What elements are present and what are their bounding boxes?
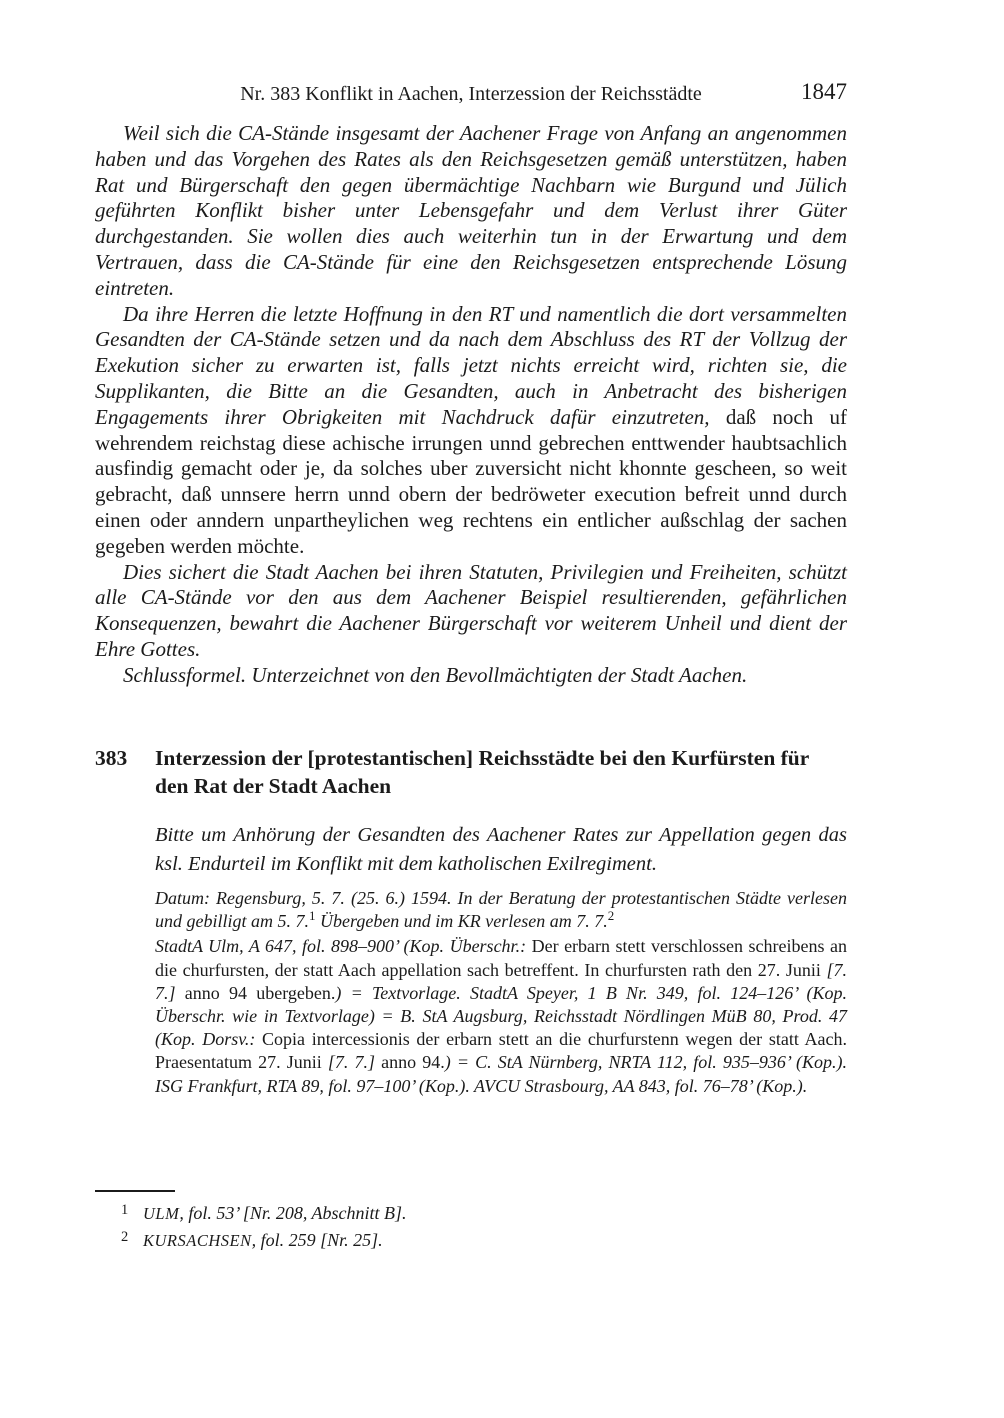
running-header-title: Nr. 383 Konflikt in Aachen, Interzession der Reichsstädte <box>240 83 702 105</box>
footnote-2 <box>95 1228 847 1255</box>
footnote-ref-2: 2 <box>607 908 615 924</box>
footnote-ref-1: 1 <box>309 908 316 924</box>
source-segment-2-quotation: Der erbarn stett verschlossen schreibens an die churfursten, der statt Aach appellation sach betreffent. In churfursten rath den 27. Junii <box>155 936 847 980</box>
summary-paragraph-3: Dies sichert die Stadt Aachen bei ihren Statuten, Privilegien und Freiheiten, schützt alle CA-Stände vor den aus dem Aachener Beispiel resultierenden, gefährlichen Konsequenzen, bewahrt die Aachener Bürgerschaft vor weiterem Unheil und dient der Ehre Gottes. <box>95 559 847 661</box>
entry-source-description <box>155 935 847 1097</box>
source-segment-7: [7. 7.] <box>327 1052 382 1073</box>
summary-paragraph-2-editorial-text: Da ihre Herren die letzte Hoffnung in den RT und namentlich die dort versammelten Gesandten der CA-Stände setzen und da nach dem Abschluss des RT der Vollzug der Exekution sicher zu erwarten ist, falls jetzt nichts erreicht wird, richten sie, die Supplikanten, die Bitte an die Gesandten, auch in Anbetracht des bisherigen Engagements ihrer Obrigkeiten mit Nachdruck dafür einzutreten, <box>95 301 847 429</box>
source-segment-4-quotation: anno 94 ubergeben. <box>184 982 336 1003</box>
footnote-2-siglum: KURSACHSEN <box>143 1231 252 1250</box>
footnote-2-text: , fol. 259 [Nr. 25]. <box>251 1230 383 1250</box>
footnote-1-marker: 1 <box>121 1202 129 1218</box>
footnote-2-marker: 2 <box>121 1229 129 1245</box>
running-header <box>95 79 847 106</box>
summary-paragraph-4: Schlussformel. Unterzeichnet von den Bevollmächtigten der Stadt Aachen. <box>123 662 748 687</box>
source-segment-9: ) = C. StA Nürnberg, NRTA 112, fol. 935–936’ (Kop.). ISG Frankfurt, RTA 89, fol. 97–100’ (Kop.). AVCU Strasbourg, AA 843, fol. 76–78’ (Kop.). <box>155 1052 847 1096</box>
footnote-separator-rule <box>95 1190 175 1192</box>
source-segment-5: ) = Textvorlage. StadtA Speyer, 1 B Nr. 349, fol. 124–126’ (Kop. Überschr. wie in Textvorlage) = B. StA Augsburg, Reichsstadt Nördlingen MüB 80, Prod. 47 (Kop. Dorsv.: <box>155 982 847 1050</box>
page-number: 1847 <box>801 79 847 104</box>
footnotes-section <box>95 1190 847 1255</box>
entry-datum <box>155 887 847 933</box>
entry-title: Interzession der [protestantischen] Reichsstädte bei den Kurfürsten für den Rat der Stadt Aachen <box>155 746 809 798</box>
editorial-summary <box>95 121 847 689</box>
source-segment-3: [7. 7.] <box>155 959 847 1003</box>
source-segment-1: StadtA Ulm, A 647, fol. 898–900’ (Kop. Überschr.: <box>155 936 532 957</box>
summary-paragraph-2-source-quotation: daß noch uf wehrendem reichstag diese achische irrungen unnd gebrechen enttwender haubtsachlich ausfindig gemacht oder je, da solches uber zuversicht nicht khonnte gescheen, so weit gebracht, daß unnsere herrn unnd obern der bedröweter execution befreit unnd durch einen oder anndern unpartheylichen weg rechtens ein entlicher außschlag der sachen gegeben werden möchte. <box>95 404 848 558</box>
entry-383 <box>95 745 847 1098</box>
footnote-1-siglum: ULM <box>143 1204 180 1223</box>
source-segment-6-quotation: Copia intercessionis der erbarn stett an die churfurstenn wegen der statt Aach. Praesentatum 27. Junii <box>155 1029 848 1073</box>
source-segment-8-quotation: anno 94. <box>381 1052 445 1073</box>
datum-text-part-1: Datum: Regensburg, 5. 7. (25. 6.) 1594. In der Beratung der protestantischen Städte verlesen und gebilligt am 5. 7. <box>155 888 847 932</box>
summary-paragraph-1: Weil sich die CA-Stände insgesamt der Aachener Frage von Anfang an angenommen haben und das Vorgehen des Rates als den Reichsgesetzen gemäß unterstützen, haben Rat und Bürgerschaft den gegen übermächtige Nachbarn wie Burgund und Jülich geführten Konflikt bisher unter Lebensgefahr und dem Verlust ihrer Güter durchgestanden. Sie wollen dies auch weiterhin tun in der Erwartung und dem Vertrauen, dass die CA-Stände für eine den Reichsgesetzen entsprechende Lösung eintreten. <box>95 121 847 300</box>
footnote-1 <box>95 1201 847 1228</box>
summary-paragraph-2 <box>95 302 847 560</box>
entry-heading <box>95 745 847 800</box>
entry-number: 383 <box>95 746 128 770</box>
entry-subtitle: Bitte um Anhörung der Gesandten des Aachener Rates zur Appellation gegen das ksl. Endurteil im Konflikt mit dem katholischen Exilregiment. <box>155 824 847 875</box>
datum-text-part-2: Übergeben und im KR verlesen am 7. 7. <box>315 911 608 932</box>
footnote-1-text: , fol. 53’ [Nr. 208, Abschnitt B]. <box>179 1203 407 1223</box>
